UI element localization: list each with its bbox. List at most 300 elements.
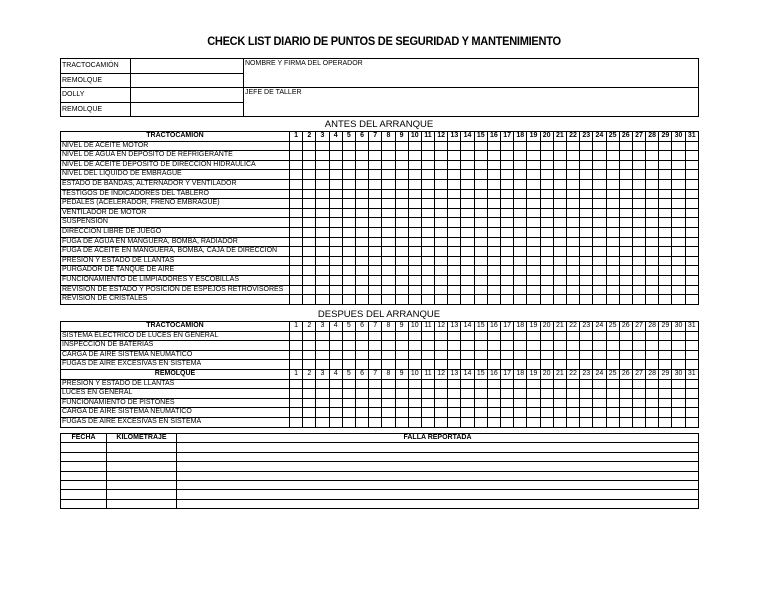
check-cell[interactable] [421, 360, 434, 370]
check-cell[interactable] [448, 408, 461, 418]
check-cell[interactable] [514, 331, 527, 341]
fecha-cell[interactable] [61, 462, 107, 471]
check-cell[interactable] [593, 160, 606, 170]
check-cell[interactable] [606, 189, 619, 199]
check-cell[interactable] [580, 341, 593, 351]
check-cell[interactable] [540, 275, 553, 285]
check-cell[interactable] [421, 199, 434, 209]
check-cell[interactable] [408, 227, 421, 237]
check-cell[interactable] [646, 417, 659, 427]
check-cell[interactable] [593, 227, 606, 237]
check-cell[interactable] [487, 295, 500, 305]
check-cell[interactable] [461, 160, 474, 170]
check-cell[interactable] [540, 360, 553, 370]
check-cell[interactable] [303, 189, 316, 199]
kilometraje-cell[interactable] [107, 443, 177, 452]
falla-cell[interactable] [177, 480, 699, 489]
check-cell[interactable] [580, 141, 593, 151]
check-cell[interactable] [303, 208, 316, 218]
check-cell[interactable] [435, 350, 448, 360]
check-cell[interactable] [316, 350, 329, 360]
check-cell[interactable] [606, 417, 619, 427]
check-cell[interactable] [408, 247, 421, 257]
check-cell[interactable] [435, 295, 448, 305]
check-cell[interactable] [553, 179, 566, 189]
check-cell[interactable] [421, 350, 434, 360]
check-cell[interactable] [408, 350, 421, 360]
check-cell[interactable] [632, 350, 645, 360]
check-cell[interactable] [514, 295, 527, 305]
check-cell[interactable] [685, 379, 698, 389]
check-cell[interactable] [316, 179, 329, 189]
check-cell[interactable] [355, 266, 368, 276]
check-cell[interactable] [395, 179, 408, 189]
check-cell[interactable] [580, 247, 593, 257]
check-cell[interactable] [448, 227, 461, 237]
check-cell[interactable] [685, 151, 698, 161]
check-cell[interactable] [329, 170, 342, 180]
check-cell[interactable] [566, 417, 579, 427]
check-cell[interactable] [672, 160, 685, 170]
fecha-cell[interactable] [61, 443, 107, 452]
check-cell[interactable] [448, 170, 461, 180]
check-cell[interactable] [685, 350, 698, 360]
check-cell[interactable] [619, 199, 632, 209]
check-cell[interactable] [369, 331, 382, 341]
check-cell[interactable] [487, 408, 500, 418]
check-cell[interactable] [303, 237, 316, 247]
check-cell[interactable] [672, 151, 685, 161]
check-cell[interactable] [474, 389, 487, 399]
check-cell[interactable] [685, 275, 698, 285]
check-cell[interactable] [593, 247, 606, 257]
check-cell[interactable] [448, 199, 461, 209]
check-cell[interactable] [421, 266, 434, 276]
check-cell[interactable] [659, 199, 672, 209]
check-cell[interactable] [395, 208, 408, 218]
check-cell[interactable] [369, 208, 382, 218]
check-cell[interactable] [382, 141, 395, 151]
check-cell[interactable] [355, 341, 368, 351]
check-cell[interactable] [593, 389, 606, 399]
check-cell[interactable] [527, 141, 540, 151]
check-cell[interactable] [329, 179, 342, 189]
check-cell[interactable] [566, 179, 579, 189]
check-cell[interactable] [646, 266, 659, 276]
check-cell[interactable] [355, 179, 368, 189]
check-cell[interactable] [355, 398, 368, 408]
check-cell[interactable] [606, 350, 619, 360]
check-cell[interactable] [527, 285, 540, 295]
check-cell[interactable] [487, 170, 500, 180]
check-cell[interactable] [342, 141, 355, 151]
kilometraje-cell[interactable] [107, 480, 177, 489]
check-cell[interactable] [421, 151, 434, 161]
check-cell[interactable] [329, 331, 342, 341]
check-cell[interactable] [342, 417, 355, 427]
check-cell[interactable] [514, 160, 527, 170]
check-cell[interactable] [606, 179, 619, 189]
check-cell[interactable] [646, 360, 659, 370]
check-cell[interactable] [540, 170, 553, 180]
check-cell[interactable] [461, 398, 474, 408]
check-cell[interactable] [290, 408, 303, 418]
check-cell[interactable] [329, 266, 342, 276]
check-cell[interactable] [501, 331, 514, 341]
check-cell[interactable] [487, 208, 500, 218]
check-cell[interactable] [329, 417, 342, 427]
check-cell[interactable] [408, 341, 421, 351]
check-cell[interactable] [369, 341, 382, 351]
check-cell[interactable] [593, 350, 606, 360]
check-cell[interactable] [619, 408, 632, 418]
check-cell[interactable] [329, 151, 342, 161]
check-cell[interactable] [501, 141, 514, 151]
check-cell[interactable] [408, 331, 421, 341]
check-cell[interactable] [355, 331, 368, 341]
check-cell[interactable] [501, 227, 514, 237]
check-cell[interactable] [408, 199, 421, 209]
fecha-cell[interactable] [61, 471, 107, 480]
check-cell[interactable] [329, 218, 342, 228]
check-cell[interactable] [421, 285, 434, 295]
check-cell[interactable] [527, 247, 540, 257]
check-cell[interactable] [487, 331, 500, 341]
check-cell[interactable] [685, 389, 698, 399]
check-cell[interactable] [448, 379, 461, 389]
check-cell[interactable] [290, 247, 303, 257]
check-cell[interactable] [619, 160, 632, 170]
check-cell[interactable] [395, 160, 408, 170]
check-cell[interactable] [316, 331, 329, 341]
check-cell[interactable] [606, 227, 619, 237]
check-cell[interactable] [355, 408, 368, 418]
check-cell[interactable] [342, 227, 355, 237]
check-cell[interactable] [421, 295, 434, 305]
check-cell[interactable] [342, 408, 355, 418]
check-cell[interactable] [461, 266, 474, 276]
check-cell[interactable] [685, 331, 698, 341]
check-cell[interactable] [448, 350, 461, 360]
check-cell[interactable] [646, 151, 659, 161]
check-cell[interactable] [514, 341, 527, 351]
check-cell[interactable] [580, 398, 593, 408]
check-cell[interactable] [421, 227, 434, 237]
check-cell[interactable] [329, 398, 342, 408]
check-cell[interactable] [435, 341, 448, 351]
check-cell[interactable] [606, 379, 619, 389]
check-cell[interactable] [501, 398, 514, 408]
check-cell[interactable] [580, 417, 593, 427]
check-cell[interactable] [672, 237, 685, 247]
check-cell[interactable] [435, 285, 448, 295]
check-cell[interactable] [672, 208, 685, 218]
check-cell[interactable] [369, 389, 382, 399]
check-cell[interactable] [382, 199, 395, 209]
check-cell[interactable] [593, 199, 606, 209]
check-cell[interactable] [421, 379, 434, 389]
check-cell[interactable] [619, 208, 632, 218]
check-cell[interactable] [474, 341, 487, 351]
check-cell[interactable] [514, 350, 527, 360]
check-cell[interactable] [382, 389, 395, 399]
check-cell[interactable] [421, 141, 434, 151]
check-cell[interactable] [329, 379, 342, 389]
check-cell[interactable] [580, 237, 593, 247]
check-cell[interactable] [646, 160, 659, 170]
check-cell[interactable] [316, 208, 329, 218]
check-cell[interactable] [408, 417, 421, 427]
check-cell[interactable] [342, 218, 355, 228]
check-cell[interactable] [527, 266, 540, 276]
check-cell[interactable] [342, 275, 355, 285]
check-cell[interactable] [646, 341, 659, 351]
check-cell[interactable] [501, 295, 514, 305]
check-cell[interactable] [527, 408, 540, 418]
check-cell[interactable] [540, 227, 553, 237]
check-cell[interactable] [382, 189, 395, 199]
check-cell[interactable] [316, 160, 329, 170]
check-cell[interactable] [593, 218, 606, 228]
check-cell[interactable] [619, 179, 632, 189]
check-cell[interactable] [369, 350, 382, 360]
check-cell[interactable] [474, 256, 487, 266]
check-cell[interactable] [421, 256, 434, 266]
check-cell[interactable] [316, 275, 329, 285]
check-cell[interactable] [501, 408, 514, 418]
check-cell[interactable] [566, 295, 579, 305]
check-cell[interactable] [593, 170, 606, 180]
check-cell[interactable] [659, 151, 672, 161]
check-cell[interactable] [685, 266, 698, 276]
check-cell[interactable] [408, 151, 421, 161]
check-cell[interactable] [632, 179, 645, 189]
check-cell[interactable] [553, 237, 566, 247]
check-cell[interactable] [369, 189, 382, 199]
check-cell[interactable] [316, 247, 329, 257]
check-cell[interactable] [685, 285, 698, 295]
check-cell[interactable] [619, 285, 632, 295]
vehicle-field[interactable] [131, 59, 244, 74]
check-cell[interactable] [421, 237, 434, 247]
check-cell[interactable] [474, 237, 487, 247]
check-cell[interactable] [619, 379, 632, 389]
check-cell[interactable] [619, 227, 632, 237]
check-cell[interactable] [619, 170, 632, 180]
check-cell[interactable] [672, 170, 685, 180]
check-cell[interactable] [395, 341, 408, 351]
check-cell[interactable] [659, 218, 672, 228]
check-cell[interactable] [355, 170, 368, 180]
check-cell[interactable] [606, 285, 619, 295]
check-cell[interactable] [290, 350, 303, 360]
check-cell[interactable] [593, 417, 606, 427]
check-cell[interactable] [329, 141, 342, 151]
check-cell[interactable] [408, 189, 421, 199]
check-cell[interactable] [421, 160, 434, 170]
check-cell[interactable] [303, 199, 316, 209]
check-cell[interactable] [593, 331, 606, 341]
check-cell[interactable] [553, 341, 566, 351]
fecha-cell[interactable] [61, 480, 107, 489]
check-cell[interactable] [435, 141, 448, 151]
check-cell[interactable] [461, 247, 474, 257]
check-cell[interactable] [501, 379, 514, 389]
check-cell[interactable] [355, 389, 368, 399]
check-cell[interactable] [685, 179, 698, 189]
check-cell[interactable] [580, 389, 593, 399]
fecha-cell[interactable] [61, 499, 107, 508]
check-cell[interactable] [435, 189, 448, 199]
check-cell[interactable] [290, 199, 303, 209]
check-cell[interactable] [606, 360, 619, 370]
check-cell[interactable] [448, 295, 461, 305]
check-cell[interactable] [474, 199, 487, 209]
check-cell[interactable] [329, 237, 342, 247]
check-cell[interactable] [303, 266, 316, 276]
check-cell[interactable] [474, 350, 487, 360]
check-cell[interactable] [369, 360, 382, 370]
check-cell[interactable] [514, 237, 527, 247]
check-cell[interactable] [566, 341, 579, 351]
check-cell[interactable] [408, 256, 421, 266]
check-cell[interactable] [303, 341, 316, 351]
check-cell[interactable] [382, 350, 395, 360]
check-cell[interactable] [527, 275, 540, 285]
check-cell[interactable] [316, 218, 329, 228]
check-cell[interactable] [329, 208, 342, 218]
check-cell[interactable] [540, 350, 553, 360]
check-cell[interactable] [448, 341, 461, 351]
check-cell[interactable] [408, 275, 421, 285]
check-cell[interactable] [487, 398, 500, 408]
check-cell[interactable] [487, 417, 500, 427]
check-cell[interactable] [685, 237, 698, 247]
check-cell[interactable] [659, 398, 672, 408]
check-cell[interactable] [553, 408, 566, 418]
check-cell[interactable] [474, 141, 487, 151]
check-cell[interactable] [606, 208, 619, 218]
check-cell[interactable] [580, 218, 593, 228]
check-cell[interactable] [395, 350, 408, 360]
check-cell[interactable] [474, 151, 487, 161]
check-cell[interactable] [606, 160, 619, 170]
check-cell[interactable] [685, 189, 698, 199]
check-cell[interactable] [632, 160, 645, 170]
check-cell[interactable] [316, 189, 329, 199]
check-cell[interactable] [395, 331, 408, 341]
check-cell[interactable] [329, 295, 342, 305]
falla-cell[interactable] [177, 443, 699, 452]
check-cell[interactable] [672, 275, 685, 285]
check-cell[interactable] [606, 247, 619, 257]
check-cell[interactable] [553, 247, 566, 257]
check-cell[interactable] [355, 199, 368, 209]
check-cell[interactable] [685, 295, 698, 305]
check-cell[interactable] [382, 408, 395, 418]
check-cell[interactable] [566, 237, 579, 247]
falla-cell[interactable] [177, 462, 699, 471]
check-cell[interactable] [514, 170, 527, 180]
check-cell[interactable] [461, 389, 474, 399]
check-cell[interactable] [606, 331, 619, 341]
check-cell[interactable] [632, 389, 645, 399]
check-cell[interactable] [316, 408, 329, 418]
check-cell[interactable] [316, 389, 329, 399]
check-cell[interactable] [448, 331, 461, 341]
check-cell[interactable] [659, 275, 672, 285]
check-cell[interactable] [540, 179, 553, 189]
check-cell[interactable] [580, 227, 593, 237]
check-cell[interactable] [514, 218, 527, 228]
check-cell[interactable] [514, 247, 527, 257]
check-cell[interactable] [527, 389, 540, 399]
check-cell[interactable] [461, 408, 474, 418]
check-cell[interactable] [369, 256, 382, 266]
check-cell[interactable] [355, 275, 368, 285]
check-cell[interactable] [580, 151, 593, 161]
check-cell[interactable] [514, 208, 527, 218]
check-cell[interactable] [566, 189, 579, 199]
check-cell[interactable] [290, 417, 303, 427]
check-cell[interactable] [382, 417, 395, 427]
check-cell[interactable] [501, 360, 514, 370]
check-cell[interactable] [606, 170, 619, 180]
check-cell[interactable] [659, 170, 672, 180]
check-cell[interactable] [593, 151, 606, 161]
check-cell[interactable] [382, 160, 395, 170]
check-cell[interactable] [514, 141, 527, 151]
check-cell[interactable] [514, 417, 527, 427]
check-cell[interactable] [369, 170, 382, 180]
check-cell[interactable] [527, 151, 540, 161]
check-cell[interactable] [316, 151, 329, 161]
check-cell[interactable] [421, 275, 434, 285]
check-cell[interactable] [303, 379, 316, 389]
check-cell[interactable] [487, 350, 500, 360]
check-cell[interactable] [382, 256, 395, 266]
check-cell[interactable] [369, 179, 382, 189]
check-cell[interactable] [421, 417, 434, 427]
check-cell[interactable] [593, 285, 606, 295]
check-cell[interactable] [448, 179, 461, 189]
check-cell[interactable] [487, 247, 500, 257]
check-cell[interactable] [685, 247, 698, 257]
kilometraje-cell[interactable] [107, 490, 177, 499]
check-cell[interactable] [501, 189, 514, 199]
check-cell[interactable] [566, 256, 579, 266]
check-cell[interactable] [580, 331, 593, 341]
jefe-signature-field[interactable] [244, 88, 699, 117]
check-cell[interactable] [408, 170, 421, 180]
check-cell[interactable] [487, 275, 500, 285]
check-cell[interactable] [408, 398, 421, 408]
check-cell[interactable] [329, 247, 342, 257]
check-cell[interactable] [672, 247, 685, 257]
check-cell[interactable] [632, 170, 645, 180]
check-cell[interactable] [382, 247, 395, 257]
check-cell[interactable] [501, 199, 514, 209]
vehicle-field[interactable] [131, 88, 244, 103]
check-cell[interactable] [487, 389, 500, 399]
check-cell[interactable] [566, 408, 579, 418]
check-cell[interactable] [580, 360, 593, 370]
check-cell[interactable] [514, 389, 527, 399]
check-cell[interactable] [593, 379, 606, 389]
check-cell[interactable] [355, 417, 368, 427]
vehicle-field[interactable] [131, 73, 244, 88]
check-cell[interactable] [290, 266, 303, 276]
